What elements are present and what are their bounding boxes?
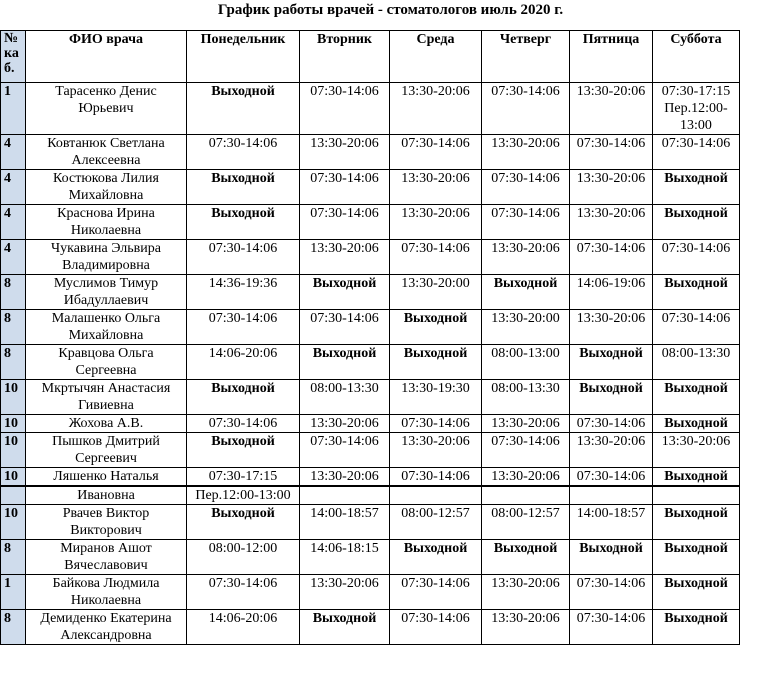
schedule-cell-tuesday: 13:30-20:06 (300, 240, 390, 275)
schedule-cell-tuesday: 14:00-18:57 (300, 505, 390, 540)
schedule-cell-tuesday: 07:30-14:06 (300, 83, 390, 135)
schedule-cell-monday: 07:30-17:15 (187, 468, 300, 486)
table-row (1, 487, 740, 505)
table-row (1, 205, 740, 240)
schedule-cell-tuesday: Выходной (300, 610, 390, 645)
schedule-cell-wednesday: Выходной (390, 310, 482, 345)
schedule-cell-saturday: 07:30-14:06 (653, 240, 740, 275)
schedule-cell-saturday: 08:00-13:30 (653, 345, 740, 380)
schedule-cell-tuesday: 07:30-14:06 (300, 433, 390, 468)
cabinet-number: 4 (1, 240, 26, 275)
schedule-cell-friday: 07:30-14:06 (570, 468, 653, 486)
page-title: График работы врачей - стоматологов июль 2020 г. (217, 2, 564, 18)
schedule-cell-friday: 13:30-20:06 (570, 433, 653, 468)
schedule-cell-friday: 13:30-20:06 (570, 83, 653, 135)
schedule-cell-saturday: Выходной (653, 540, 740, 575)
header-thursday: Четверг (482, 31, 570, 83)
schedule-cell-tuesday: 07:30-14:06 (300, 205, 390, 240)
schedule-cell-saturday: Выходной (653, 415, 740, 433)
schedule-cell-saturday: 07:30-14:06 (653, 310, 740, 345)
doctor-name: Кравцова Ольга Сергеевна (26, 345, 187, 380)
cabinet-number: 4 (1, 170, 26, 205)
header-tuesday: Вторник (300, 31, 390, 83)
schedule-cell-wednesday: 13:30-20:06 (390, 170, 482, 205)
header-name: ФИО врача (26, 31, 187, 83)
schedule-cell-monday: 07:30-14:06 (187, 575, 300, 610)
table-row (1, 170, 740, 205)
schedule-cell-monday: Выходной (187, 505, 300, 540)
schedule-cell-tuesday: 08:00-13:30 (300, 380, 390, 415)
table-row (1, 415, 740, 433)
doctor-name: Мкртычян Анастасия Гивиевна (26, 380, 187, 415)
header-number: № ка б. (1, 31, 26, 83)
schedule-cell-friday: 13:30-20:06 (570, 205, 653, 240)
doctor-name: Тарасенко Денис Юрьевич (26, 83, 187, 135)
schedule-cell-monday: 07:30-14:06 (187, 310, 300, 345)
schedule-cell-thursday: 13:30-20:06 (482, 468, 570, 486)
schedule-cell-saturday: Выходной (653, 205, 740, 240)
doctor-name: Пышков Дмитрий Сергеевич (26, 433, 187, 468)
schedule-cell-friday: Выходной (570, 540, 653, 575)
schedule-cell-tuesday: Выходной (300, 275, 390, 310)
schedule-cell-saturday: Выходной (653, 505, 740, 540)
cabinet-number: 8 (1, 540, 26, 575)
doctor-name: Краснова Ирина Николаевна (26, 205, 187, 240)
schedule-cell-wednesday: Выходной (390, 345, 482, 380)
table-row (1, 575, 740, 610)
schedule-cell-thursday: 13:30-20:06 (482, 135, 570, 170)
doctor-name: Байкова Людмила Николаевна (26, 575, 187, 610)
doctor-name: Демиденко Екатерина Александровна (26, 610, 187, 645)
table-row (1, 135, 740, 170)
schedule-table-continued (0, 486, 740, 645)
schedule-cell-wednesday: 13:30-20:00 (390, 275, 482, 310)
schedule-cell-saturday: 13:30-20:06 (653, 433, 740, 468)
schedule-cell-wednesday: 07:30-14:06 (390, 610, 482, 645)
table-row (1, 240, 740, 275)
schedule-cell-saturday (653, 487, 740, 505)
schedule-cell-saturday: 07:30-17:15 Пер.12:00-13:00 (653, 83, 740, 135)
schedule-cell-thursday: 07:30-14:06 (482, 83, 570, 135)
cabinet-number: 10 (1, 380, 26, 415)
cabinet-number: 4 (1, 135, 26, 170)
schedule-cell-friday: 14:06-19:06 (570, 275, 653, 310)
schedule-cell-tuesday: 13:30-20:06 (300, 575, 390, 610)
header-monday: Понедельник (187, 31, 300, 83)
cabinet-number: 8 (1, 310, 26, 345)
schedule-cell-monday: Выходной (187, 170, 300, 205)
schedule-cell-wednesday: 07:30-14:06 (390, 135, 482, 170)
schedule-cell-thursday: 07:30-14:06 (482, 170, 570, 205)
table-row (1, 610, 740, 645)
schedule-cell-monday: 07:30-14:06 (187, 135, 300, 170)
schedule-cell-thursday: 07:30-14:06 (482, 433, 570, 468)
schedule-cell-saturday: Выходной (653, 468, 740, 486)
schedule-cell-friday: 07:30-14:06 (570, 135, 653, 170)
cabinet-number: 8 (1, 345, 26, 380)
schedule-cell-friday: Выходной (570, 345, 653, 380)
table-row (1, 468, 740, 486)
schedule-cell-monday: 14:36-19:36 (187, 275, 300, 310)
schedule-cell-friday: Выходной (570, 380, 653, 415)
schedule-cell-tuesday: 07:30-14:06 (300, 310, 390, 345)
schedule-cell-thursday: 13:30-20:06 (482, 415, 570, 433)
schedule-cell-friday: 14:00-18:57 (570, 505, 653, 540)
table-row (1, 380, 740, 415)
schedule-body-continued (1, 487, 740, 645)
schedule-cell-saturday: Выходной (653, 575, 740, 610)
schedule-cell-thursday: 13:30-20:06 (482, 240, 570, 275)
schedule-body (1, 83, 740, 486)
table-row (1, 83, 740, 135)
doctor-name: Ляшенко Наталья (26, 468, 187, 486)
schedule-cell-wednesday: Выходной (390, 540, 482, 575)
schedule-cell-wednesday: 07:30-14:06 (390, 468, 482, 486)
schedule-cell-wednesday (390, 487, 482, 505)
schedule-cell-tuesday: 13:30-20:06 (300, 468, 390, 486)
schedule-cell-thursday: 13:30-20:06 (482, 610, 570, 645)
doctor-name: Миранов Ашот Вячеславович (26, 540, 187, 575)
doctor-name: Муслимов Тимур Ибадуллаевич (26, 275, 187, 310)
schedule-cell-thursday: 08:00-13:30 (482, 380, 570, 415)
cabinet-number (1, 487, 26, 505)
cabinet-number: 8 (1, 610, 26, 645)
doctor-name: Чукавина Эльвира Владимировна (26, 240, 187, 275)
schedule-cell-monday: Выходной (187, 380, 300, 415)
schedule-cell-monday: 08:00-12:00 (187, 540, 300, 575)
schedule-cell-tuesday: Выходной (300, 345, 390, 380)
doctor-name: Ивановна (26, 487, 187, 505)
schedule-cell-monday: 14:06-20:06 (187, 345, 300, 380)
schedule-cell-wednesday: 08:00-12:57 (390, 505, 482, 540)
schedule-cell-monday: Пер.12:00-13:00 (187, 487, 300, 505)
doctor-name: Малашенко Ольга Михайловна (26, 310, 187, 345)
schedule-cell-monday: Выходной (187, 433, 300, 468)
schedule-cell-tuesday: 13:30-20:06 (300, 135, 390, 170)
schedule-cell-monday: 07:30-14:06 (187, 415, 300, 433)
schedule-cell-friday: 07:30-14:06 (570, 240, 653, 275)
schedule-cell-tuesday: 14:06-18:15 (300, 540, 390, 575)
schedule-cell-saturday: Выходной (653, 275, 740, 310)
cabinet-number: 10 (1, 433, 26, 468)
schedule-cell-thursday: Выходной (482, 275, 570, 310)
schedule-cell-wednesday: 07:30-14:06 (390, 240, 482, 275)
schedule-cell-wednesday: 07:30-14:06 (390, 575, 482, 610)
schedule-cell-friday: 13:30-20:06 (570, 310, 653, 345)
table-row (1, 505, 740, 540)
doctor-name: Жохова А.В. (26, 415, 187, 433)
table-row (1, 310, 740, 345)
schedule-cell-monday: Выходной (187, 205, 300, 240)
table-row (1, 540, 740, 575)
header-wednesday: Среда (390, 31, 482, 83)
schedule-cell-saturday: 07:30-14:06 (653, 135, 740, 170)
cabinet-number: 1 (1, 83, 26, 135)
cabinet-number: 8 (1, 275, 26, 310)
schedule-cell-wednesday: 07:30-14:06 (390, 415, 482, 433)
schedule-cell-monday: Выходной (187, 83, 300, 135)
schedule-cell-wednesday: 13:30-20:06 (390, 433, 482, 468)
schedule-cell-friday: 07:30-14:06 (570, 575, 653, 610)
schedule-cell-thursday: 08:00-13:00 (482, 345, 570, 380)
schedule-cell-thursday: 07:30-14:06 (482, 205, 570, 240)
schedule-cell-wednesday: 13:30-19:30 (390, 380, 482, 415)
table-row (1, 345, 740, 380)
schedule-cell-monday: 07:30-14:06 (187, 240, 300, 275)
schedule-cell-friday: 07:30-14:06 (570, 610, 653, 645)
schedule-cell-thursday: 13:30-20:06 (482, 575, 570, 610)
cabinet-number: 10 (1, 505, 26, 540)
schedule-cell-friday: 07:30-14:06 (570, 415, 653, 433)
table-row (1, 433, 740, 468)
schedule-cell-saturday: Выходной (653, 380, 740, 415)
schedule-cell-thursday: 08:00-12:57 (482, 505, 570, 540)
cabinet-number: 10 (1, 415, 26, 433)
schedule-cell-thursday: Выходной (482, 540, 570, 575)
schedule-cell-tuesday: 07:30-14:06 (300, 170, 390, 205)
header-saturday: Суббота (653, 31, 740, 83)
schedule-cell-tuesday (300, 487, 390, 505)
schedule-cell-friday: 13:30-20:06 (570, 170, 653, 205)
cabinet-number: 10 (1, 468, 26, 486)
cabinet-number: 4 (1, 205, 26, 240)
schedule-cell-wednesday: 13:30-20:06 (390, 83, 482, 135)
schedule-cell-saturday: Выходной (653, 170, 740, 205)
schedule-cell-friday (570, 487, 653, 505)
cabinet-number: 1 (1, 575, 26, 610)
schedule-cell-saturday: Выходной (653, 610, 740, 645)
doctor-name: Ковтанюк Светлана Алексеевна (26, 135, 187, 170)
schedule-cell-wednesday: 13:30-20:06 (390, 205, 482, 240)
header-row (1, 31, 740, 83)
schedule-cell-thursday (482, 487, 570, 505)
schedule-cell-tuesday: 13:30-20:06 (300, 415, 390, 433)
doctor-name: Костюкова Лилия Михайловна (26, 170, 187, 205)
doctor-name: Рвачев Виктор Викторович (26, 505, 187, 540)
schedule-table (0, 30, 740, 486)
header-friday: Пятница (570, 31, 653, 83)
schedule-cell-monday: 14:06-20:06 (187, 610, 300, 645)
schedule-cell-thursday: 13:30-20:00 (482, 310, 570, 345)
table-row (1, 275, 740, 310)
